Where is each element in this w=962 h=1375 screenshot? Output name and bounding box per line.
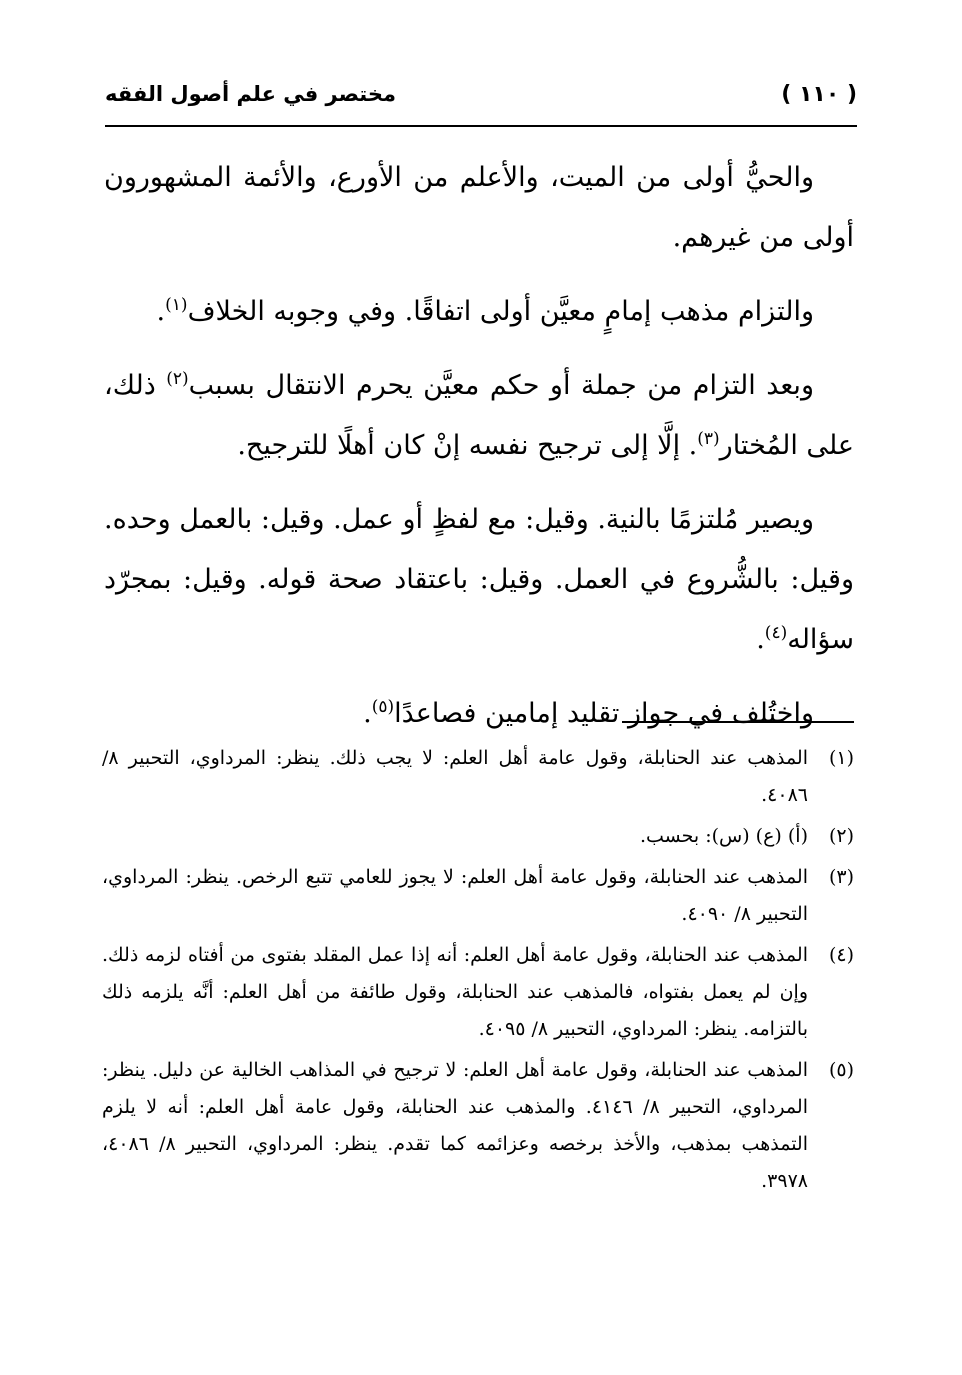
footnotes bbox=[102, 740, 854, 1204]
header-rule bbox=[105, 125, 857, 127]
paragraph-5 bbox=[104, 684, 854, 744]
footnote-reference[interactable]: (٢) bbox=[166, 369, 189, 389]
footnote-item bbox=[102, 859, 854, 933]
paragraph-text: والتزام مذهب إمامٍ معيَّن أولى اتفاقًا. وفي وجوبه الخلاف bbox=[187, 296, 814, 327]
paragraph-text: . bbox=[156, 296, 166, 327]
page-number: ( ١١٠ ) bbox=[781, 81, 857, 107]
paragraph-4 bbox=[104, 490, 854, 670]
footnote-text: المذهب عند الحنابلة، وقول عامة أهل العلم: لا ترجيح في المذاهب الخالية عن دليل. ينظر: المرداوي، التحبير ٨/ ٤١٤٦. والمذهب عند الحنابلة، وقول عامة أهل العلم: أنه لا يلزم التمذهب بمذهب، والأخذ برخصه وعزائمه كما تقدم. ينظر: المرداوي، التحبير ٨/ ٤٠٨٦، ٣٩٧٨. bbox=[102, 1059, 808, 1192]
footnote-item bbox=[102, 937, 854, 1048]
footnote-number: (٢) bbox=[828, 825, 854, 847]
paragraph-text: . bbox=[363, 698, 372, 729]
paragraph-text: ذلك، على المُختار bbox=[104, 370, 854, 461]
footnote-number: (١) bbox=[828, 747, 854, 769]
paragraph-2 bbox=[104, 282, 854, 342]
footnote-item bbox=[102, 1052, 854, 1200]
footnote-text: (أ) (ع) (س): بحسب. bbox=[639, 825, 808, 847]
footnote-number: (٣) bbox=[828, 866, 854, 888]
main-text bbox=[104, 148, 854, 758]
footnote-item bbox=[102, 740, 854, 814]
page-header bbox=[105, 72, 857, 116]
paragraph-text: . إلَّا إلى ترجيح نفسه إنْ كان أهلًا للترجيح. bbox=[237, 430, 698, 461]
footnote-reference[interactable]: (٣) bbox=[697, 429, 720, 449]
paragraph-text: واختُلف في جواز تقليد إمامين فصاعدًا bbox=[394, 698, 814, 729]
footnote-number: (٤) bbox=[828, 944, 854, 966]
paragraph-text: والحيُّ أولى من الميت، والأعلم من الأورع، والأئمة المشهورون أولى من غيرهم. bbox=[104, 162, 854, 253]
running-title: مختصر في علم أصول الفقه bbox=[105, 82, 397, 106]
footnote-reference[interactable]: (١) bbox=[165, 295, 188, 315]
footnote-number: (٥) bbox=[828, 1059, 854, 1081]
paragraph-3 bbox=[104, 356, 854, 476]
paragraph-1 bbox=[104, 148, 854, 268]
footnote-reference[interactable]: (٥) bbox=[371, 697, 395, 717]
footnote-reference[interactable]: (٤) bbox=[764, 623, 788, 643]
paragraph-text: وبعد التزام من جملة أو حكم معيَّن يحرم الانتقال بسبب bbox=[188, 370, 814, 401]
footnote-separator bbox=[622, 721, 854, 723]
footnote-text: المذهب عند الحنابلة، وقول عامة أهل العلم: لا يجوز للعامي تتبع الرخص. ينظر: المرداوي، التحبير ٨/ ٤٠٩٠. bbox=[102, 866, 808, 925]
footnote-text: المذهب عند الحنابلة، وقول عامة أهل العلم: لا يجب ذلك. ينظر: المرداوي، التحبير ٨/ ٤٠٨٦. bbox=[102, 747, 808, 806]
paragraph-text: . bbox=[756, 624, 765, 655]
footnote-item bbox=[102, 818, 854, 855]
footnote-text: المذهب عند الحنابلة، وقول عامة أهل العلم: أنه إذا عمل المقلد بفتوى من أفتاه لزمه ذلك. وإن لم يعمل بفتواه، فالمذهب عند الحنابلة، وقول طائفة من أهل العلم: أنَّه يلزمه ذلك بالتزامه. ينظر: المرداوي، التحبير ٨/ ٤٠٩٥. bbox=[102, 944, 808, 1040]
paragraph-text: ويصير مُلتزمًا بالنية. وقيل: مع لفظٍ أو عمل. وقيل: بالعمل وحده. وقيل: بالشُّروع في العمل. وقيل: باعتقاد صحة قوله. وقيل: بمجرّد سؤاله bbox=[104, 504, 854, 655]
